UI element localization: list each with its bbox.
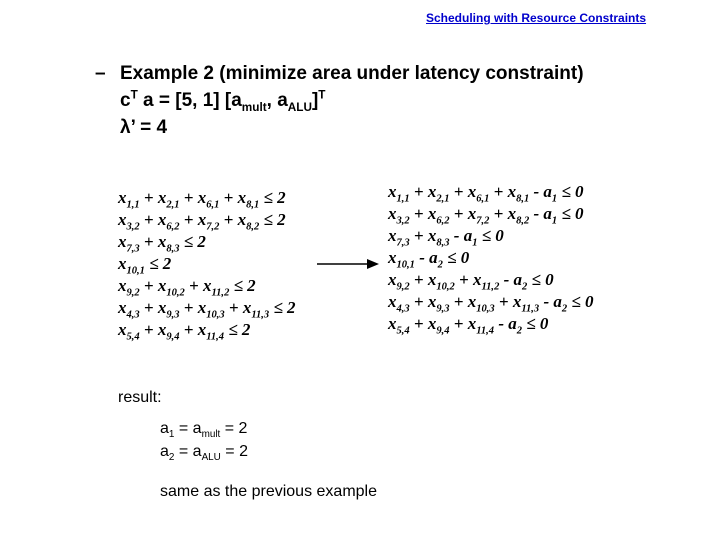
subscript: ALU: [287, 100, 312, 114]
constraint-term: - a: [499, 270, 523, 289]
constraint-term: + x: [184, 276, 212, 295]
constraint-term: + x: [409, 182, 437, 201]
constraint-term: - a: [449, 226, 473, 245]
constraint-term: ≤ 0: [442, 248, 470, 267]
constraint-subscript: 11,4: [476, 325, 495, 337]
constraint-subscript: 6,2: [436, 215, 450, 227]
constraint-subscript: 5,4: [126, 331, 140, 343]
constraint-subscript: 7,2: [206, 221, 220, 233]
constraint-subscript: 8,1: [516, 193, 530, 205]
constraint-term: - a: [529, 182, 552, 201]
text-run: ]: [311, 90, 319, 111]
constraint-term: + x: [179, 298, 207, 317]
constraint-term: + x: [139, 210, 167, 229]
constraint-subscript: 11,4: [206, 331, 225, 343]
constraint-subscript: 7,2: [476, 215, 490, 227]
slide-header-title: Scheduling with Resource Constraints: [426, 11, 647, 25]
constraint-row: [118, 209, 296, 231]
constraint-subscript: 1,1: [126, 199, 140, 211]
constraint-term: ≤ 2: [179, 232, 206, 251]
subscript: 1: [168, 429, 175, 441]
constraint-subscript: 7,3: [126, 243, 140, 255]
constraint-term: + x: [409, 270, 437, 289]
constraint-term: ≤ 0: [567, 292, 594, 311]
constraint-subscript: 1: [551, 193, 558, 205]
constraint-subscript: 6,1: [476, 193, 490, 205]
constraint-term: + x: [409, 292, 437, 311]
constraint-row: [118, 319, 296, 341]
constraint-subscript: 6,2: [166, 221, 180, 233]
constraint-term: + x: [409, 226, 437, 245]
constraint-subscript: 5,4: [396, 325, 410, 337]
constraints-right: [388, 181, 593, 335]
constraint-subscript: 9,2: [396, 281, 410, 293]
constraint-term: ≤ 0: [557, 204, 584, 223]
constraint-term: ≤ 2: [224, 320, 251, 339]
constraint-term: x: [118, 254, 127, 273]
constraint-subscript: 9,4: [436, 325, 450, 337]
constraint-term: ≤ 0: [522, 314, 549, 333]
constraint-row: [388, 181, 593, 203]
text-run: = 2: [220, 420, 248, 437]
constraint-term: + x: [179, 210, 207, 229]
constraint-term: + x: [489, 204, 517, 223]
constraint-term: x: [118, 232, 127, 251]
constraint-term: x: [118, 210, 127, 229]
bullet-line-3: λ’ = 4: [120, 117, 168, 138]
constraint-row: [388, 225, 593, 247]
text-run: a: [160, 443, 169, 460]
constraint-term: x: [118, 298, 127, 317]
constraint-row: [388, 203, 593, 225]
constraint-subscript: 10,1: [126, 265, 145, 277]
constraint-term: + x: [224, 298, 252, 317]
subscript: mult: [201, 429, 221, 441]
constraint-term: + x: [139, 276, 167, 295]
constraint-term: + x: [139, 188, 167, 207]
right-arrow-icon: [317, 257, 379, 271]
constraint-subscript: 9,3: [436, 303, 450, 315]
constraint-term: x: [118, 320, 127, 339]
constraint-subscript: 2,1: [166, 199, 180, 211]
constraint-row: [388, 247, 593, 269]
constraint-subscript: 2: [522, 281, 528, 293]
subscript: 2: [168, 452, 175, 464]
constraint-term: ≤ 2: [259, 188, 286, 207]
subscript: ALU: [201, 452, 221, 464]
constraint-row: [118, 187, 296, 209]
subscript: mult: [241, 100, 267, 114]
constraint-subscript: 6,1: [206, 199, 220, 211]
bullet-line-2: [120, 87, 584, 114]
constraint-term: - a: [539, 292, 562, 311]
constraint-term: ≤ 0: [557, 182, 584, 201]
constraint-row: [118, 275, 296, 297]
constraint-term: + x: [489, 182, 517, 201]
constraint-term: + x: [409, 314, 437, 333]
constraint-term: + x: [139, 232, 167, 251]
constraint-subscript: 4,3: [126, 309, 140, 321]
constraint-subscript: 7,3: [396, 237, 410, 249]
text-run: = 2: [220, 443, 248, 460]
constraint-term: + x: [449, 292, 477, 311]
constraint-term: + x: [449, 182, 477, 201]
constraint-term: x: [388, 182, 397, 201]
constraint-term: ≤ 2: [269, 298, 296, 317]
constraint-term: x: [118, 188, 127, 207]
constraint-term: ≤ 2: [259, 210, 286, 229]
constraint-subscript: 3,2: [396, 215, 410, 227]
constraint-subscript: 10,2: [436, 281, 455, 293]
result-note: same as the previous example: [160, 483, 377, 500]
result-label: result:: [118, 389, 162, 406]
constraint-subscript: 8,2: [246, 221, 260, 233]
constraint-subscript: 9,4: [166, 331, 180, 343]
constraint-term: x: [118, 276, 127, 295]
constraint-term: + x: [449, 314, 477, 333]
constraint-term: + x: [409, 204, 437, 223]
constraint-row: [118, 297, 296, 319]
constraint-term: + x: [179, 188, 207, 207]
superscript: T: [318, 88, 326, 102]
constraint-subscript: 10,2: [166, 287, 185, 299]
constraint-subscript: 2: [516, 325, 523, 337]
constraint-row: [388, 291, 593, 313]
constraint-row: [388, 313, 593, 335]
result-line-1: [160, 418, 247, 440]
bullet-line-1: Example 2 (minimize area under latency constraint): [120, 63, 584, 84]
constraint-subscript: 8,2: [516, 215, 530, 227]
constraint-subscript: 9,3: [166, 309, 180, 321]
constraint-subscript: 10,3: [206, 309, 225, 321]
constraint-term: ≤ 0: [527, 270, 554, 289]
constraint-subscript: 8,1: [246, 199, 260, 211]
superscript: T: [130, 88, 138, 102]
constraint-term: + x: [219, 188, 247, 207]
text-run: a: [160, 420, 169, 437]
constraint-term: + x: [219, 210, 247, 229]
constraint-subscript: 2: [437, 259, 443, 271]
constraint-term: x: [388, 248, 397, 267]
bullet-dash: –: [95, 63, 106, 84]
constraint-subscript: 3,2: [126, 221, 140, 233]
constraint-term: + x: [494, 292, 522, 311]
constraint-term: x: [388, 292, 397, 311]
text-run: , a: [266, 90, 288, 111]
constraint-term: + x: [139, 298, 167, 317]
constraint-subscript: 8,3: [166, 243, 180, 255]
constraint-subscript: 1,1: [396, 193, 410, 205]
constraint-term: ≤ 2: [144, 254, 172, 273]
constraint-term: - a: [494, 314, 517, 333]
constraint-subscript: 1: [551, 215, 558, 227]
constraint-term: + x: [454, 270, 482, 289]
constraint-row: [118, 253, 296, 275]
constraint-subscript: 11,3: [521, 303, 540, 315]
constraint-row: [388, 269, 593, 291]
constraint-subscript: 10,3: [476, 303, 495, 315]
constraint-term: + x: [139, 320, 167, 339]
constraint-subscript: 10,1: [396, 259, 415, 271]
constraint-subscript: 8,3: [436, 237, 450, 249]
constraint-subscript: 2,1: [436, 193, 450, 205]
text-run: = a: [174, 420, 202, 437]
text-run: a = [5, 1] [a: [137, 90, 242, 111]
constraint-term: ≤ 2: [229, 276, 256, 295]
text-run: c: [120, 90, 131, 111]
constraint-term: - a: [529, 204, 552, 223]
constraint-term: x: [388, 226, 397, 245]
constraint-term: + x: [449, 204, 477, 223]
constraint-subscript: 4,3: [396, 303, 410, 315]
constraint-subscript: 11,3: [251, 309, 270, 321]
constraint-subscript: 9,2: [126, 287, 140, 299]
constraint-term: ≤ 0: [477, 226, 504, 245]
constraints-left: [118, 187, 296, 341]
constraint-term: x: [388, 204, 397, 223]
constraint-term: + x: [179, 320, 207, 339]
constraint-term: - a: [414, 248, 438, 267]
constraint-subscript: 2: [561, 303, 568, 315]
text-run: = a: [174, 443, 202, 460]
constraint-term: x: [388, 270, 397, 289]
result-line-2: [160, 441, 248, 463]
constraint-subscript: 11,2: [481, 281, 500, 293]
constraint-subscript: 1: [472, 237, 478, 249]
constraint-row: [118, 231, 296, 253]
constraint-subscript: 11,2: [211, 287, 230, 299]
constraint-term: x: [388, 314, 397, 333]
